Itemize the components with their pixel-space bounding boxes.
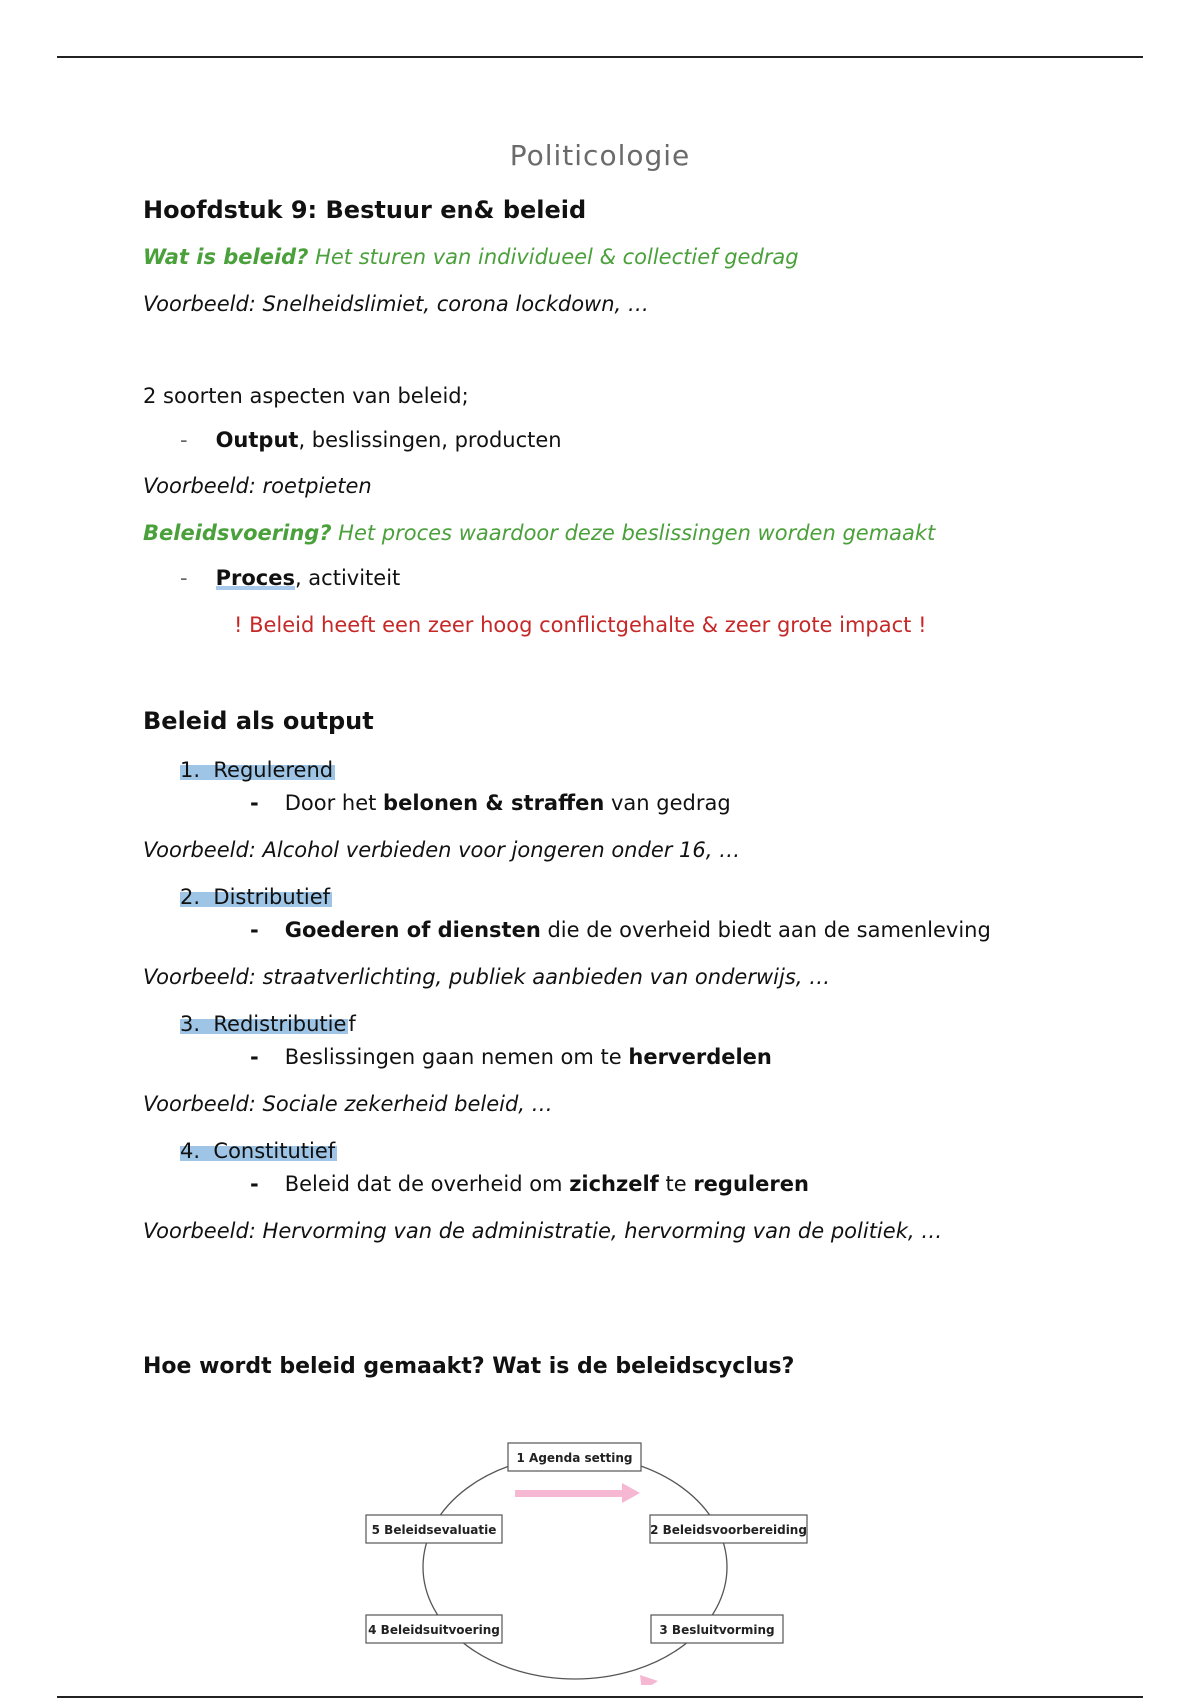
example-line: Voorbeeld: Snelheidslimiet, corona lockdown, … [143, 292, 649, 316]
section-heading: Hoe wordt beleid gemaakt? Wat is de beleidscyclus? [143, 1354, 795, 1379]
item-title: Redistributie [213, 1012, 347, 1036]
item-number: 3. [180, 1012, 201, 1036]
header-rule [57, 56, 1143, 58]
item-highlight [180, 1012, 348, 1036]
item-title: Distributief [213, 885, 331, 909]
cycle-step-label: 5 Beleidsevaluatie [371, 1523, 497, 1537]
example-line: Voorbeeld: straatverlichting, publiek aanbieden van onderwijs, … [143, 965, 831, 989]
list-item-bullet: - Beslissingen gaan nemen om te herverdelen [250, 1045, 772, 1069]
definition-question: Beleidsvoering? [143, 521, 332, 545]
item-highlight [180, 1139, 337, 1163]
bullet-dash: - [250, 918, 259, 942]
list-item-heading [180, 883, 332, 911]
example-line: Voorbeeld: Alcohol verbieden voor jongeren onder 16, … [143, 838, 741, 862]
list-item-bullet: - Beleid dat de overheid om zichzelf te reguleren [250, 1172, 809, 1196]
cycle-step-label: 4 Beleidsuitvoering [368, 1623, 500, 1637]
bullet-rest: , activiteit [294, 566, 401, 590]
cycle-step-label: 3 Besluitvorming [659, 1623, 775, 1637]
bullet-dash: - [180, 428, 188, 452]
chapter-heading: Hoofdstuk 9: Bestuur en& beleid [143, 196, 587, 224]
example-line: Voorbeeld: Sociale zekerheid beleid, … [143, 1092, 553, 1116]
definition-beleid [143, 243, 799, 271]
page-title: Politicologie [509, 139, 691, 172]
example-line: Voorbeeld: Hervorming van de administratie, hervorming van de politiek, … [143, 1219, 943, 1243]
aspects-intro: 2 soorten aspecten van beleid; [143, 384, 469, 408]
warning-note: ! Beleid heeft een zeer hoog conflictgehalte & zeer grote impact ! [234, 613, 927, 637]
item-title: Constitutief [213, 1139, 336, 1163]
bullet-dash: - [250, 791, 259, 815]
item-highlight [180, 885, 332, 909]
definition-question: Wat is beleid? [143, 245, 309, 269]
cycle-arrow [640, 1675, 658, 1685]
cycle-step-label: 2 Beleidsvoorbereiding [650, 1523, 807, 1537]
footer-rule [57, 1696, 1143, 1698]
bullet-rest: , beslissingen, producten [298, 428, 562, 452]
bullet-proces [180, 564, 400, 592]
item-title: Regulerend [213, 758, 334, 782]
cycle-arrow [515, 1483, 640, 1503]
item-number: 1. [180, 758, 201, 782]
cycle-ellipse [423, 1455, 727, 1679]
item-number: 4. [180, 1139, 201, 1163]
cycle-step-beleidsvoorbereiding [650, 1515, 807, 1543]
cycle-step-label: 1 Agenda setting [516, 1451, 633, 1465]
list-item-heading [180, 1137, 337, 1165]
bullet-bold: Proces [215, 566, 295, 590]
definition-beleidsvoering [143, 519, 935, 547]
example-line: Voorbeeld: roetpieten [143, 474, 372, 498]
cycle-step-agenda-setting [508, 1443, 641, 1471]
section-heading: Beleid als output [143, 707, 374, 735]
bullet-output [180, 426, 562, 454]
list-item-bullet: - Goederen of diensten die de overheid biedt aan de samenleving [250, 918, 991, 942]
definition-answer: Het proces waardoor deze beslissingen worden gemaakt [331, 521, 936, 545]
item-number: 2. [180, 885, 201, 909]
definition-answer: Het sturen van individueel & collectief gedrag [308, 245, 799, 269]
cycle-step-besluitvorming [651, 1615, 783, 1643]
item-title-tail: f [348, 1012, 356, 1036]
bullet-dash: - [250, 1172, 259, 1196]
bullet-dash: - [250, 1045, 259, 1069]
policy-cycle-diagram [360, 1435, 820, 1685]
bullet-dash: - [180, 566, 188, 590]
list-item-heading [180, 1010, 356, 1038]
cycle-step-beleidsuitvoering [366, 1615, 502, 1643]
list-item-bullet: - Door het belonen & straffen van gedrag [250, 791, 731, 815]
list-item-heading [180, 756, 335, 784]
bullet-bold: Output [215, 428, 299, 452]
cycle-step-beleidsevaluatie [366, 1515, 502, 1543]
item-highlight [180, 758, 335, 782]
